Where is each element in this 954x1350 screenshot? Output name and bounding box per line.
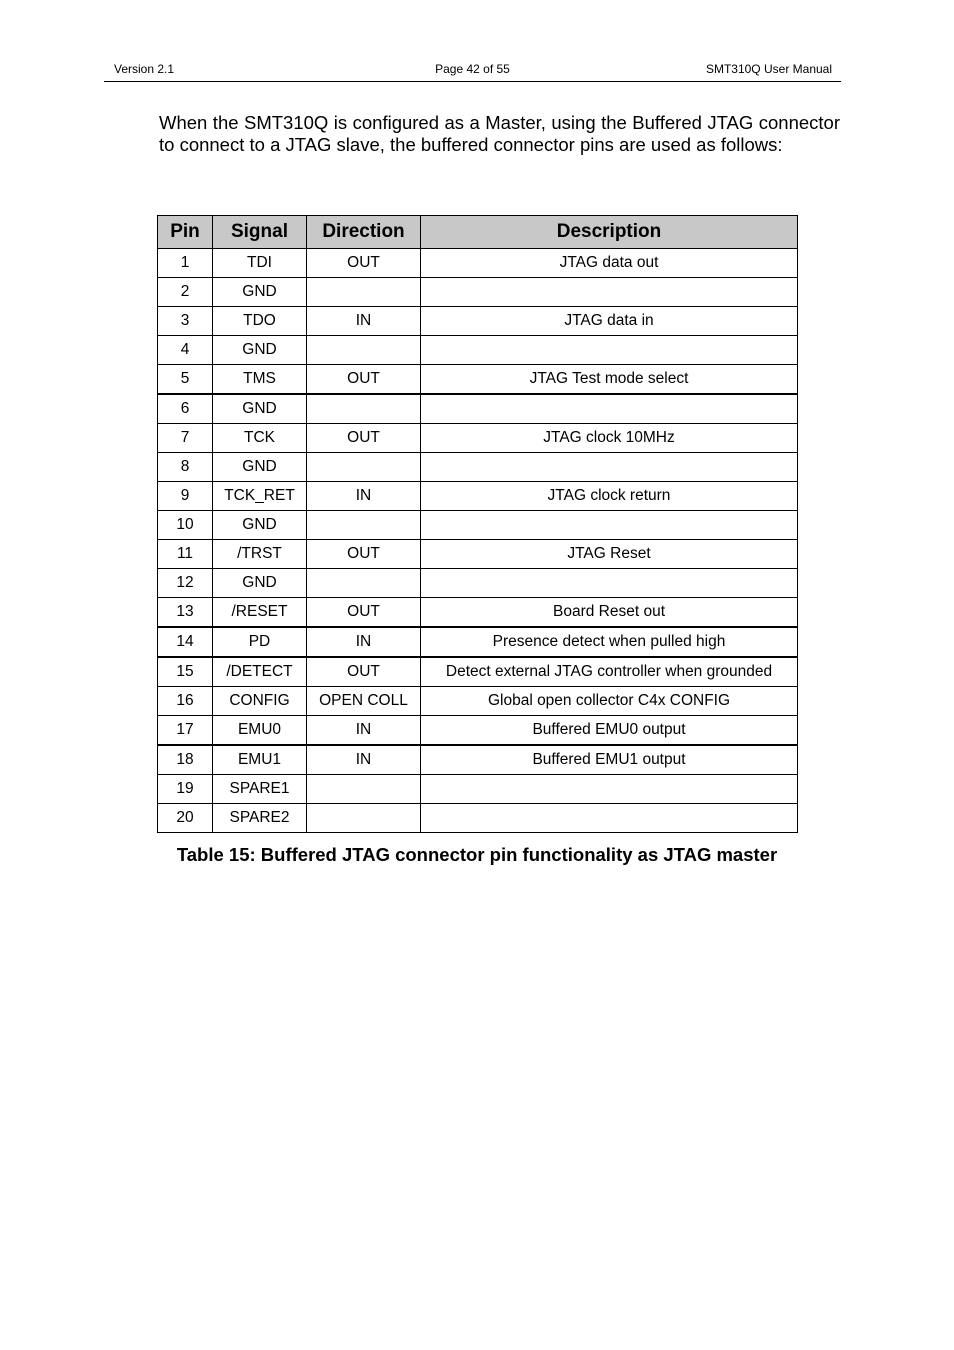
cell-description: JTAG data in: [421, 307, 798, 336]
cell-direction: OUT: [307, 540, 421, 569]
table-row: [158, 307, 798, 336]
cell-pin: 7: [158, 424, 213, 453]
cell-description: Board Reset out: [421, 598, 798, 628]
cell-pin: 13: [158, 598, 213, 628]
cell-description: [421, 775, 798, 804]
cell-direction: [307, 804, 421, 833]
cell-signal: TCK: [213, 424, 307, 453]
cell-direction: [307, 569, 421, 598]
cell-pin: 1: [158, 249, 213, 278]
table-row: [158, 598, 798, 628]
cell-direction: [307, 511, 421, 540]
cell-description: Presence detect when pulled high: [421, 627, 798, 657]
table-caption: Table 15: Buffered JTAG connector pin functionality as JTAG master: [176, 844, 778, 865]
table-row: [158, 453, 798, 482]
column-header-signal: Signal: [213, 216, 307, 249]
cell-pin: 12: [158, 569, 213, 598]
cell-signal: TDI: [213, 249, 307, 278]
cell-description: [421, 336, 798, 365]
cell-description: Detect external JTAG controller when grounded: [421, 657, 798, 687]
pin-table: [157, 215, 798, 833]
cell-pin: 5: [158, 365, 213, 395]
header-version: Version 2.1: [114, 62, 175, 76]
cell-description: [421, 453, 798, 482]
table-row: [158, 249, 798, 278]
cell-direction: [307, 394, 421, 424]
table-header-row: [158, 216, 798, 249]
cell-signal: GND: [213, 336, 307, 365]
cell-pin: 14: [158, 627, 213, 657]
cell-direction: [307, 336, 421, 365]
cell-signal: GND: [213, 511, 307, 540]
table-row: [158, 687, 798, 716]
cell-description: Buffered EMU0 output: [421, 716, 798, 746]
cell-description: [421, 278, 798, 307]
cell-direction: OUT: [307, 657, 421, 687]
cell-pin: 9: [158, 482, 213, 511]
cell-direction: [307, 775, 421, 804]
cell-direction: OUT: [307, 249, 421, 278]
table-row: [158, 775, 798, 804]
table-row: [158, 716, 798, 746]
table-row: [158, 804, 798, 833]
cell-pin: 8: [158, 453, 213, 482]
cell-pin: 17: [158, 716, 213, 746]
cell-description: JTAG clock 10MHz: [421, 424, 798, 453]
cell-direction: IN: [307, 745, 421, 775]
cell-pin: 19: [158, 775, 213, 804]
cell-description: [421, 511, 798, 540]
cell-signal: GND: [213, 453, 307, 482]
table-row: [158, 394, 798, 424]
cell-direction: OUT: [307, 365, 421, 395]
column-header-description: Description: [421, 216, 798, 249]
cell-pin: 4: [158, 336, 213, 365]
cell-signal: GND: [213, 394, 307, 424]
column-header-direction: Direction: [307, 216, 421, 249]
cell-direction: OPEN COLL: [307, 687, 421, 716]
cell-description: JTAG data out: [421, 249, 798, 278]
cell-pin: 20: [158, 804, 213, 833]
table-row: [158, 569, 798, 598]
table-row: [158, 745, 798, 775]
cell-signal: /RESET: [213, 598, 307, 628]
table-row: [158, 482, 798, 511]
cell-signal: TMS: [213, 365, 307, 395]
column-header-pin: Pin: [158, 216, 213, 249]
cell-description: [421, 804, 798, 833]
table-row: [158, 511, 798, 540]
cell-pin: 11: [158, 540, 213, 569]
cell-signal: EMU1: [213, 745, 307, 775]
cell-description: Buffered EMU1 output: [421, 745, 798, 775]
cell-direction: OUT: [307, 424, 421, 453]
cell-description: [421, 569, 798, 598]
cell-description: [421, 394, 798, 424]
intro-paragraph: When the SMT310Q is configured as a Master, using the Buffered JTAG connector to connect to a JTAG slave, the buffered connector pins are used as follows:: [159, 112, 840, 155]
cell-direction: [307, 278, 421, 307]
cell-direction: [307, 453, 421, 482]
cell-signal: SPARE2: [213, 804, 307, 833]
table-row: [158, 365, 798, 395]
cell-signal: GND: [213, 278, 307, 307]
cell-direction: OUT: [307, 598, 421, 628]
cell-signal: /TRST: [213, 540, 307, 569]
cell-signal: EMU0: [213, 716, 307, 746]
cell-pin: 16: [158, 687, 213, 716]
cell-description: JTAG clock return: [421, 482, 798, 511]
cell-signal: SPARE1: [213, 775, 307, 804]
cell-signal: GND: [213, 569, 307, 598]
cell-pin: 6: [158, 394, 213, 424]
cell-direction: IN: [307, 716, 421, 746]
table-row: [158, 627, 798, 657]
table-row: [158, 336, 798, 365]
cell-signal: TCK_RET: [213, 482, 307, 511]
cell-direction: IN: [307, 307, 421, 336]
cell-description: JTAG Test mode select: [421, 365, 798, 395]
table-row: [158, 540, 798, 569]
cell-pin: 2: [158, 278, 213, 307]
header-page-number: Page 42 of 55: [435, 62, 510, 76]
page-header: [104, 61, 841, 82]
cell-signal: PD: [213, 627, 307, 657]
cell-description: JTAG Reset: [421, 540, 798, 569]
cell-signal: CONFIG: [213, 687, 307, 716]
cell-pin: 15: [158, 657, 213, 687]
cell-pin: 18: [158, 745, 213, 775]
cell-signal: /DETECT: [213, 657, 307, 687]
cell-signal: TDO: [213, 307, 307, 336]
table-row: [158, 278, 798, 307]
table-row: [158, 657, 798, 687]
header-document-title: SMT310Q User Manual: [705, 62, 832, 76]
cell-direction: IN: [307, 627, 421, 657]
cell-pin: 3: [158, 307, 213, 336]
cell-direction: IN: [307, 482, 421, 511]
cell-description: Global open collector C4x CONFIG: [421, 687, 798, 716]
cell-pin: 10: [158, 511, 213, 540]
table-row: [158, 424, 798, 453]
